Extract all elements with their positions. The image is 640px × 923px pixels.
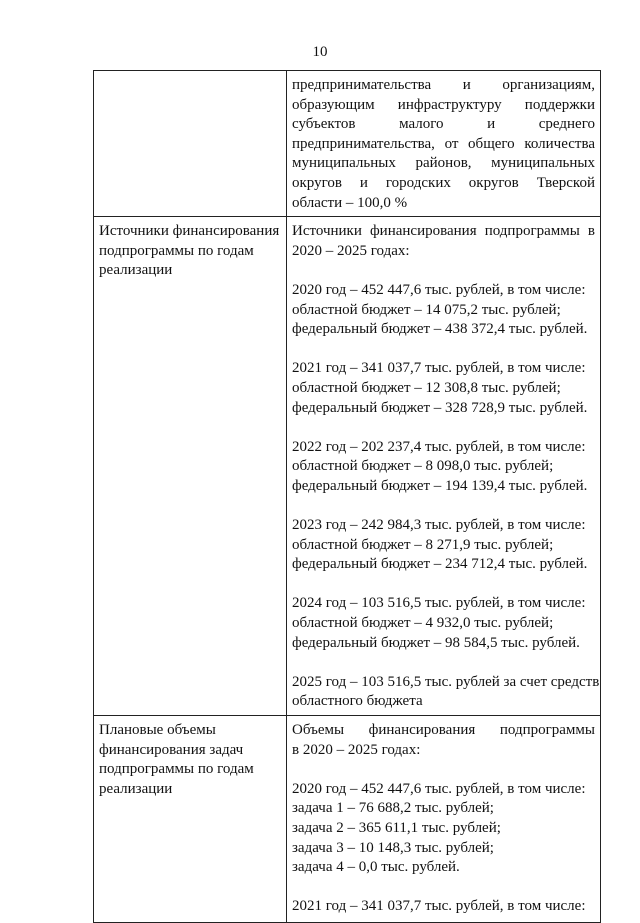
regional-budget: областной бюджет – 4 932,0 тыс. рублей; — [292, 615, 554, 632]
subprogram-passport-table — [93, 70, 601, 923]
federal-budget: федеральный бюджет – 98 584,5 тыс. рублей. — [292, 634, 580, 651]
regional-budget: областной бюджет – 8 271,9 тыс. рублей; — [292, 536, 554, 553]
year-total: 2024 год – 103 516,5 тыс. рублей, в том числе: — [292, 595, 586, 612]
task-financing-intro — [292, 721, 595, 760]
task-line: задача 2 – 365 611,1 тыс. рублей; — [292, 819, 501, 836]
year-total: 2022 год – 202 237,4 тыс. рублей, в том числе: — [292, 438, 586, 455]
year-total: 2021 год – 341 037,7 тыс. рублей, в том числе: — [292, 360, 586, 377]
row-label-empty — [94, 71, 287, 217]
label-line: Источники финансирования — [99, 223, 280, 240]
funding-sources-content — [287, 217, 601, 716]
task-financing-content — [287, 716, 601, 923]
table-row-indicator-continuation — [94, 71, 601, 217]
funding-year-2025 — [292, 673, 600, 712]
funding-year-2023 — [292, 516, 595, 575]
regional-budget: областной бюджет – 8 098,0 тыс. рублей; — [292, 458, 554, 475]
funding-year-2022 — [292, 438, 595, 497]
label-line: Плановые объемы — [99, 722, 216, 738]
task-line: задача 3 – 10 148,3 тыс. рублей; — [292, 839, 494, 856]
text-line: округов и городских округов Тверской — [292, 174, 595, 191]
page-number: 10 — [312, 44, 328, 60]
year-total: 2021 год – 341 037,7 тыс. рублей, в том числе: — [292, 898, 586, 915]
task-line: задача 1 – 76 688,2 тыс. рублей; — [292, 800, 494, 817]
text-line: субъектов малого и среднего — [292, 116, 595, 133]
federal-budget: федеральный бюджет – 438 372,4 тыс. рублей. — [292, 321, 588, 338]
text-line: 2020 – 2025 годах: — [292, 242, 410, 259]
federal-budget: федеральный бюджет – 234 712,4 тыс. рублей. — [292, 556, 588, 573]
text-line: предпринимательства и организациям, — [292, 77, 595, 93]
funding-intro — [292, 222, 595, 261]
table-row-funding-sources — [94, 217, 601, 716]
year-total: 2020 год – 452 447,6 тыс. рублей, в том числе: — [292, 780, 586, 797]
funding-year-2021 — [292, 359, 595, 418]
text-line: областного бюджета — [292, 693, 423, 710]
text-line: области – 100,0 % — [292, 194, 408, 211]
text-line: Источники финансирования подпрограммы в — [292, 223, 595, 240]
federal-budget: федеральный бюджет – 194 139,4 тыс. рублей. — [292, 477, 588, 494]
text-line: Объемы финансирования подпрограммы — [292, 722, 595, 738]
regional-budget: областной бюджет – 14 075,2 тыс. рублей; — [292, 301, 561, 318]
year-total: 2023 год – 242 984,3 тыс. рублей, в том числе: — [292, 517, 586, 534]
label-line: подпрограммы по годам — [99, 761, 254, 778]
indicator-text-cell — [287, 71, 601, 217]
text-line: муниципальных районов, муниципальных — [292, 155, 595, 172]
regional-budget: областной бюджет – 12 308,8 тыс. рублей; — [292, 379, 561, 396]
label-line: подпрограммы по годам — [99, 242, 254, 259]
label-line: финансирования задач — [99, 741, 244, 758]
funding-year-2024 — [292, 594, 595, 653]
table-row-task-financing — [94, 716, 601, 923]
label-line: реализации — [99, 262, 173, 279]
funding-sources-label — [94, 217, 287, 716]
indicator-paragraph — [292, 76, 595, 213]
federal-budget: федеральный бюджет – 328 728,9 тыс. рублей. — [292, 399, 588, 416]
funding-year-2020 — [292, 281, 595, 340]
task-financing-label — [94, 716, 287, 923]
text-line: в 2020 – 2025 годах: — [292, 741, 421, 758]
task-financing-year-2021 — [292, 897, 595, 919]
label-line: реализации — [99, 780, 173, 797]
year-total: 2020 год – 452 447,6 тыс. рублей, в том числе: — [292, 281, 586, 298]
text-line: предпринимательства, от общего количества — [292, 135, 595, 152]
text-line: 2025 год – 103 516,5 тыс. рублей за счет средств — [292, 673, 600, 690]
task-line: задача 4 – 0,0 тыс. рублей. — [292, 859, 460, 876]
text-line: образующим инфраструктуру поддержки — [292, 96, 595, 113]
task-financing-year-2020 — [292, 780, 595, 878]
